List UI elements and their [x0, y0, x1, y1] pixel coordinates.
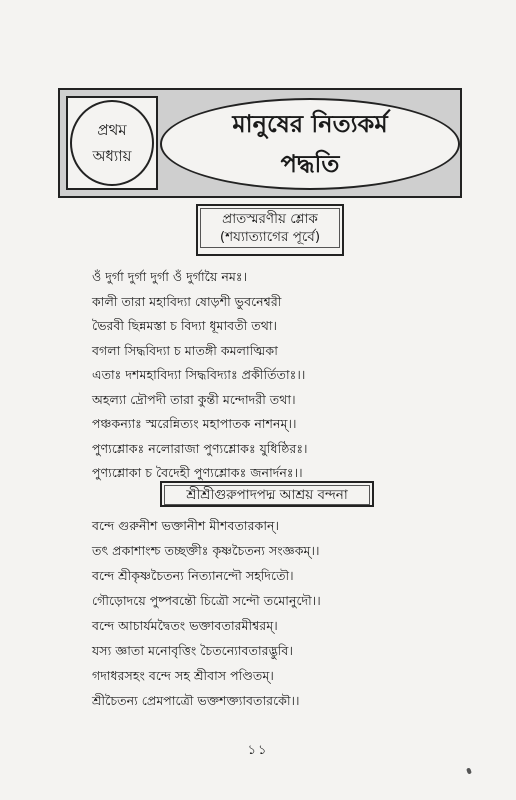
verse-line: বন্দে আচার্যমদ্বৈতং ভক্তাবতারমীশ্বরম্।	[92, 618, 278, 633]
chapter-banner	[58, 88, 462, 198]
page-number: ১১	[247, 743, 269, 758]
verse-line: গদাধরসহং বন্দে সহ শ্রীবাস পণ্ডিতম্।	[92, 668, 274, 683]
verse-list-guru-vandana	[92, 513, 472, 713]
section-subheading-text: (শয্যাত্যাগের পূর্বে)	[219, 229, 321, 245]
chapter-label-line2: অধ্যায়	[92, 147, 132, 165]
verse-line: গৌড়োদয়ে পুষ্পবন্তৌ চিত্রৌ সন্দৌ তমোনুদৌ।।	[92, 593, 321, 608]
verse-line: বন্দে গুরুনীশ ভক্তানীশ মীশবতারকান্।	[92, 518, 279, 533]
page-title-line1: মানুষের নিত্যকর্ম	[232, 110, 388, 138]
section-heading-guru-vandana	[160, 481, 374, 507]
ink-mark	[466, 767, 472, 774]
page-title	[160, 98, 460, 190]
verse-line: পুণ্যশ্লোকা চ বৈদেহী পুণ্যশ্লোকঃ জনার্দনঃ।।	[92, 465, 303, 480]
verse-line: ভৈরবী ছিন্নমস্তা চ বিদ্যা ধূমাবতী তথা।	[92, 318, 278, 333]
verse-line: পুণ্যশ্লোকঃ নলোরাজা পুণ্যশ্লোকঃ যুধিষ্ঠিরঃ।	[92, 440, 308, 456]
verse-line: এতাঃ দশমহাবিদ্যা সিদ্ধবিদ্যাঃ প্রকীর্তিতাঃ।।	[92, 367, 306, 382]
section-heading-text: শ্রীশ্রীগুরুপাদপদ্ম আশ্রয় বন্দনা	[186, 487, 348, 503]
verse-line: অহল্যা দ্রৌপদী তারা কুন্তী মন্দোদরী তথা।	[92, 391, 296, 407]
verse-line: বগলা সিদ্ধবিদ্যা চ মাতঙ্গী কমলাত্মিকা	[92, 342, 278, 358]
verse-line: যস্য জ্ঞাতা মনোবৃত্তিং চৈতন্যোবতারদ্ভুবি।	[92, 643, 293, 658]
chapter-label	[70, 100, 154, 186]
verse-line: কালী তারা মহাবিদ্যা ষোড়শী ভুবনেশ্বরী	[92, 293, 282, 309]
verse-line: পঞ্চকন্যাঃ স্মরেন্নিত্যং মহাপাতক নাশনম্।।	[92, 416, 297, 431]
chapter-label-box	[66, 96, 158, 190]
verse-line: ওঁ দুর্গা দুর্গা দুর্গা ওঁ দুর্গায়ৈ নমঃ।	[92, 269, 248, 284]
verse-line: শ্রীচৈতন্য প্রেমপাত্রৌ ভক্তশক্ত্যাবতারকৌ।।	[92, 693, 300, 708]
section-heading-text: প্রাতস্মরণীয় শ্লোক	[222, 211, 318, 227]
section-heading-morning-verse	[196, 204, 344, 256]
page-title-line2: পদ্ধতি	[280, 150, 340, 178]
verse-line: তৎ প্রকাশাংশ্চ তচ্ছক্তীঃ কৃষ্ণচৈতন্য সংজ্ঞকম্।।	[92, 543, 320, 558]
verse-list-morning	[92, 265, 472, 486]
chapter-label-line1: প্রথম	[97, 121, 127, 139]
verse-line: বন্দে শ্রীকৃষ্ণচৈতন্য নিত্যানন্দৌ সহদিতৌ।	[92, 568, 294, 583]
